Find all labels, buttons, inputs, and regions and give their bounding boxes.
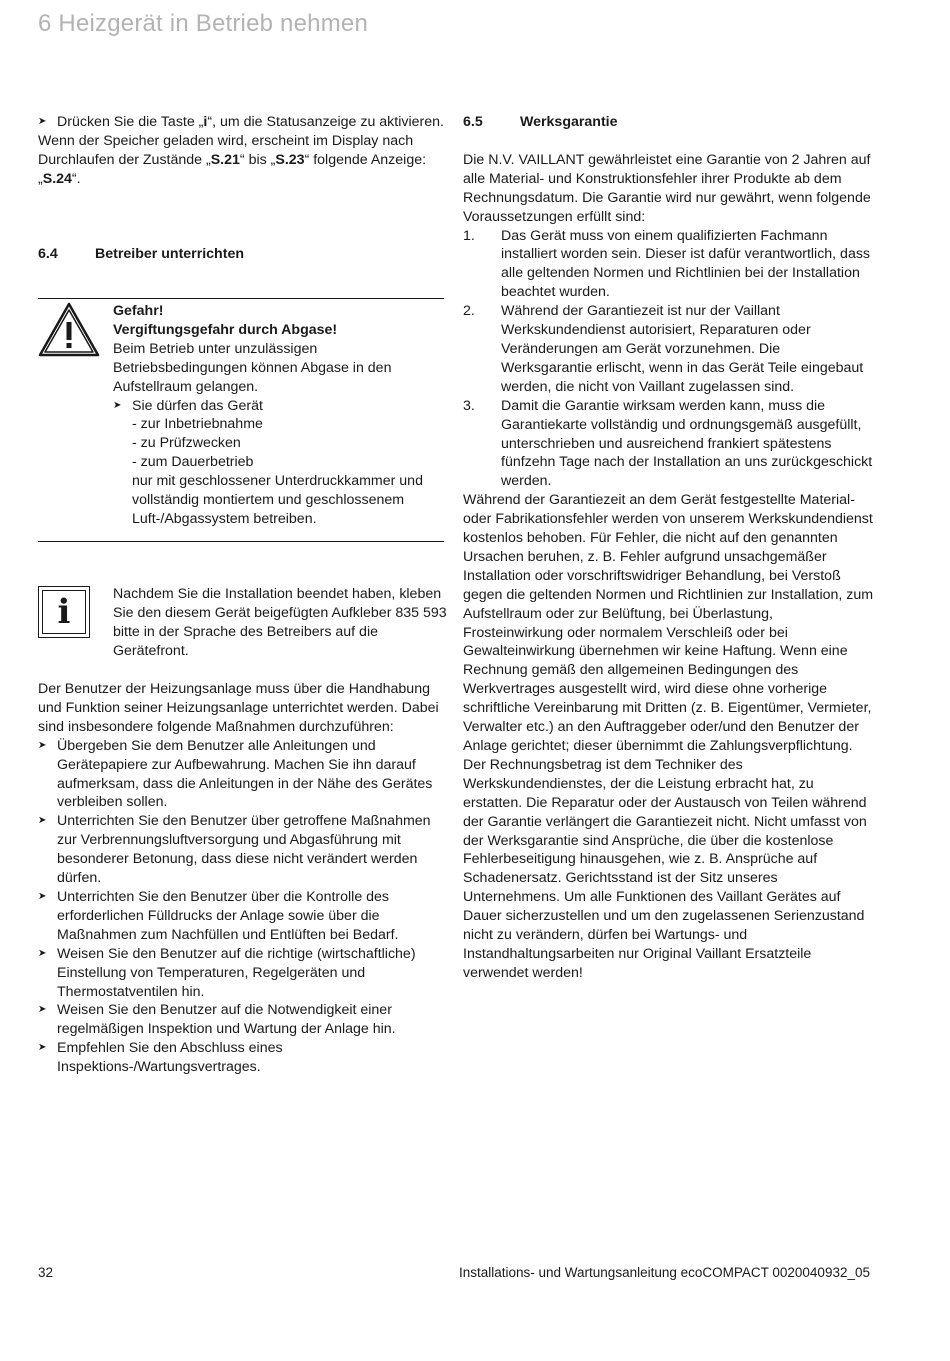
list-item: ➤ Weisen Sie den Benutzer auf die Notwendigkeit einer regelmäßigen Inspektion und Wartung der Anlage hin. bbox=[38, 1002, 396, 1038]
footer-doc-title: Installations- und Wartungsanleitung ecoCOMPACT 0020040932_05 bbox=[458, 1265, 870, 1280]
warning-triangle-icon bbox=[38, 302, 100, 358]
key-i: i bbox=[203, 114, 208, 130]
arrow-bullet-icon: ➤ bbox=[38, 739, 47, 751]
danger-bottom-rule bbox=[38, 541, 444, 542]
info-icon-glyph: i bbox=[42, 590, 86, 634]
info-note: Nachdem Sie die Installation beendet haben, kleben Sie den diesem Gerät beigefügten Aufkleber 835 593 bitte in der Sprache des Betreibers auf die Gerätefront. bbox=[113, 586, 447, 659]
list-item: ➤ Übergeben Sie dem Benutzer alle Anleitungen und Gerätepapiere zur Aufbewahrung. Machen Sie ihn darauf aufmerksam, dass die Anleitungen in der Nähe des Gerätes verbleiben sollen. bbox=[38, 737, 433, 811]
arrow-bullet-icon: ➤ bbox=[113, 399, 122, 411]
status-s23: S.23 bbox=[275, 151, 305, 168]
arrow-bullet-icon: ➤ bbox=[38, 1004, 47, 1016]
section-heading-6-5 bbox=[463, 113, 875, 132]
danger-bullet-text: Sie dürfen das Gerät bbox=[132, 397, 263, 414]
list-item: 2. Während der Garantiezeit ist nur der Vaillant Werkskundendienst autorisiert, Reparaturen oder Veränderungen am Gerät vorzunehmen. Die Werksgarantie erlischt, wenn in das Gerät Teile eingebaut werden, die nicht von Vaillant zugelassen sind. bbox=[463, 303, 864, 395]
status-s24: S.24 bbox=[42, 170, 72, 187]
section-title: Werksgarantie bbox=[520, 114, 618, 130]
intro-bullet bbox=[38, 113, 448, 132]
user-paragraph: Der Benutzer der Heizungsanlage muss über die Handhabung und Funktion seiner Heizungsanlage unterrichtet werden. Dabei sind insbesondere folgende Maßnahmen durchzuführen: bbox=[38, 681, 439, 735]
list-item: ➤ Unterrichten Sie den Benutzer über getroffene Maßnahmen zur Verbrennungsluftversorgung und Abgasführung mit besonderer Betonung, dass diese nicht verändert werden dürfen. bbox=[38, 813, 431, 887]
danger-sub-item: - zur Inbetriebnahme bbox=[132, 416, 263, 433]
arrow-bullet-icon: ➤ bbox=[38, 890, 47, 902]
chapter-title: 6 Heizgerät in Betrieb nehmen bbox=[38, 10, 368, 37]
danger-bullet bbox=[113, 397, 448, 529]
list-item: 1. Das Gerät muss von einem qualifizierten Fachmann installiert worden sein. Dieser ist dafür verantwortlich, dass alle geltenden Normen und Richtlinien bei der Installation beachtet wurden. bbox=[463, 227, 871, 301]
info-icon bbox=[38, 586, 90, 638]
status-s21: S.21 bbox=[210, 151, 240, 168]
arrow-bullet-icon: ➤ bbox=[38, 947, 47, 959]
section-heading-6-4 bbox=[38, 245, 244, 264]
intro-paragraph: Wenn der Speicher geladen wird, erscheint im Display nach Durchlaufen der Zustände „S.21“ bis „S.23“ folgende Anzeige: „S.24“. bbox=[38, 132, 427, 187]
danger-block bbox=[113, 302, 448, 529]
danger-subtitle: Vergiftungsgefahr durch Abgase! bbox=[113, 321, 338, 338]
list-item: ➤ Empfehlen Sie den Abschluss eines Inspektions-/Wartungsvertrages. bbox=[38, 1040, 283, 1076]
danger-top-rule bbox=[38, 298, 444, 299]
page-number: 32 bbox=[38, 1265, 54, 1280]
arrow-bullet-icon: ➤ bbox=[38, 815, 47, 827]
user-section bbox=[38, 680, 448, 1077]
danger-sub-item: - zu Prüfzwecken bbox=[132, 435, 241, 452]
left-column bbox=[38, 113, 448, 189]
warranty-intro: Die N.V. VAILLANT gewährleistet eine Garantie von 2 Jahren auf alle Material- und Konstruktionsfehler ihrer Produkte ab dem Rechnungsdatum. Die Garantie wird nur gewährt, wenn folgende Voraussetzungen erfüllt sind: bbox=[463, 151, 871, 225]
intro-bullet-text-end: “, um die Statusanzeige zu aktivieren. bbox=[207, 114, 444, 130]
danger-text: Beim Betrieb unter unzulässigen Betriebsbedingungen können Abgase in den Aufstellraum gelangen. bbox=[113, 340, 392, 395]
danger-tail: nur mit geschlossener Unterdruckkammer und vollständig montiertem und geschlossenem Luft-/Abgassystem betreiben. bbox=[132, 473, 423, 527]
list-item: ➤ Weisen Sie den Benutzer auf die richtige (wirtschaftliche) Einstellung von Temperaturen, Regelgeräten und Thermostatventilen hin. bbox=[38, 945, 416, 1000]
section-number: 6.4 bbox=[38, 246, 58, 262]
right-column bbox=[463, 113, 875, 983]
danger-sub-item: - zum Dauerbetrieb bbox=[132, 454, 254, 471]
arrow-bullet-icon: ➤ bbox=[38, 116, 47, 127]
danger-title: Gefahr! bbox=[113, 303, 164, 319]
warranty-closing: Während der Garantiezeit an dem Gerät festgestellte Material- oder Fabrikationsfehler werden von unserem Werkskundendienst kostenlos behoben. Für Fehler, die nicht auf den genannten Ursachen beruhen, z. B. Fehler aufgrund unsachgemäßer Installation oder vorschriftswidriger Behandlung, bei Verstoß gegen die geltenden Normen und Richtlinien zur Installation, zum Aufstellraum oder zur Belüftung, bei Überlastung, Frosteinwirkung oder normalem Verschleiß oder bei Gewalteinwirkung übernehmen wir keine Haftung. Wenn eine Rechnung gemäß den allgemeinen Bedingungen des Werkvertrages ausgestellt wird, wird diese ohne vorherige schriftliche Vereinbarung mit Dritten (z. B. Eigentümer, Vermieter, Verwalter etc.) an den Auftraggeber oder/und den Benutzer der Anlage gerichtet; dieser übernimmt die Zahlungsverpflichtung. Der Rechnungsbetrag ist dem Techniker des Werkskundendienstes, der die Leistung erbracht hat, zu erstatten. Die Reparatur oder der Austausch von Teilen während der Garantie verlängert die Garantiezeit nicht. Nicht umfasst von der Werksgarantie sind Ansprüche, die über die kostenlose Fehlerbeseitigung hinausgehen, wie z. B. Ansprüche auf Schadenersatz. Gerichtsstand ist der Sitz unseres Unternehmens. Um alle Funktionen des Vaillant Gerätes auf Dauer sicherzustellen und um den zugelassenen Serienzustand nicht zu verändern, dürfen bei Wartungs- und Instandhaltungsarbeiten nur Original Vaillant Ersatzteile verwendet werden! bbox=[463, 492, 874, 981]
intro-bullet-text: Drücken Sie die Taste „ bbox=[57, 114, 204, 130]
section-number: 6.5 bbox=[463, 114, 483, 130]
arrow-bullet-icon: ➤ bbox=[38, 1042, 47, 1054]
section-title: Betreiber unterrichten bbox=[95, 246, 245, 262]
list-item: 3. Damit die Garantie wirksam werden kann, muss die Garantiekarte vollständig und ordnungsgemäß ausgefüllt, unterschrieben und ausreichend frankiert spätestens fünfzehn Tage nach der Installation an uns zurückgeschickt werden. bbox=[463, 397, 873, 490]
list-item: ➤ Unterrichten Sie den Benutzer über die Kontrolle des erforderlichen Fülldrucks der Anlage sowie über die Maßnahmen zum Nachfüllen und Entlüften bei Bedarf. bbox=[38, 888, 399, 943]
